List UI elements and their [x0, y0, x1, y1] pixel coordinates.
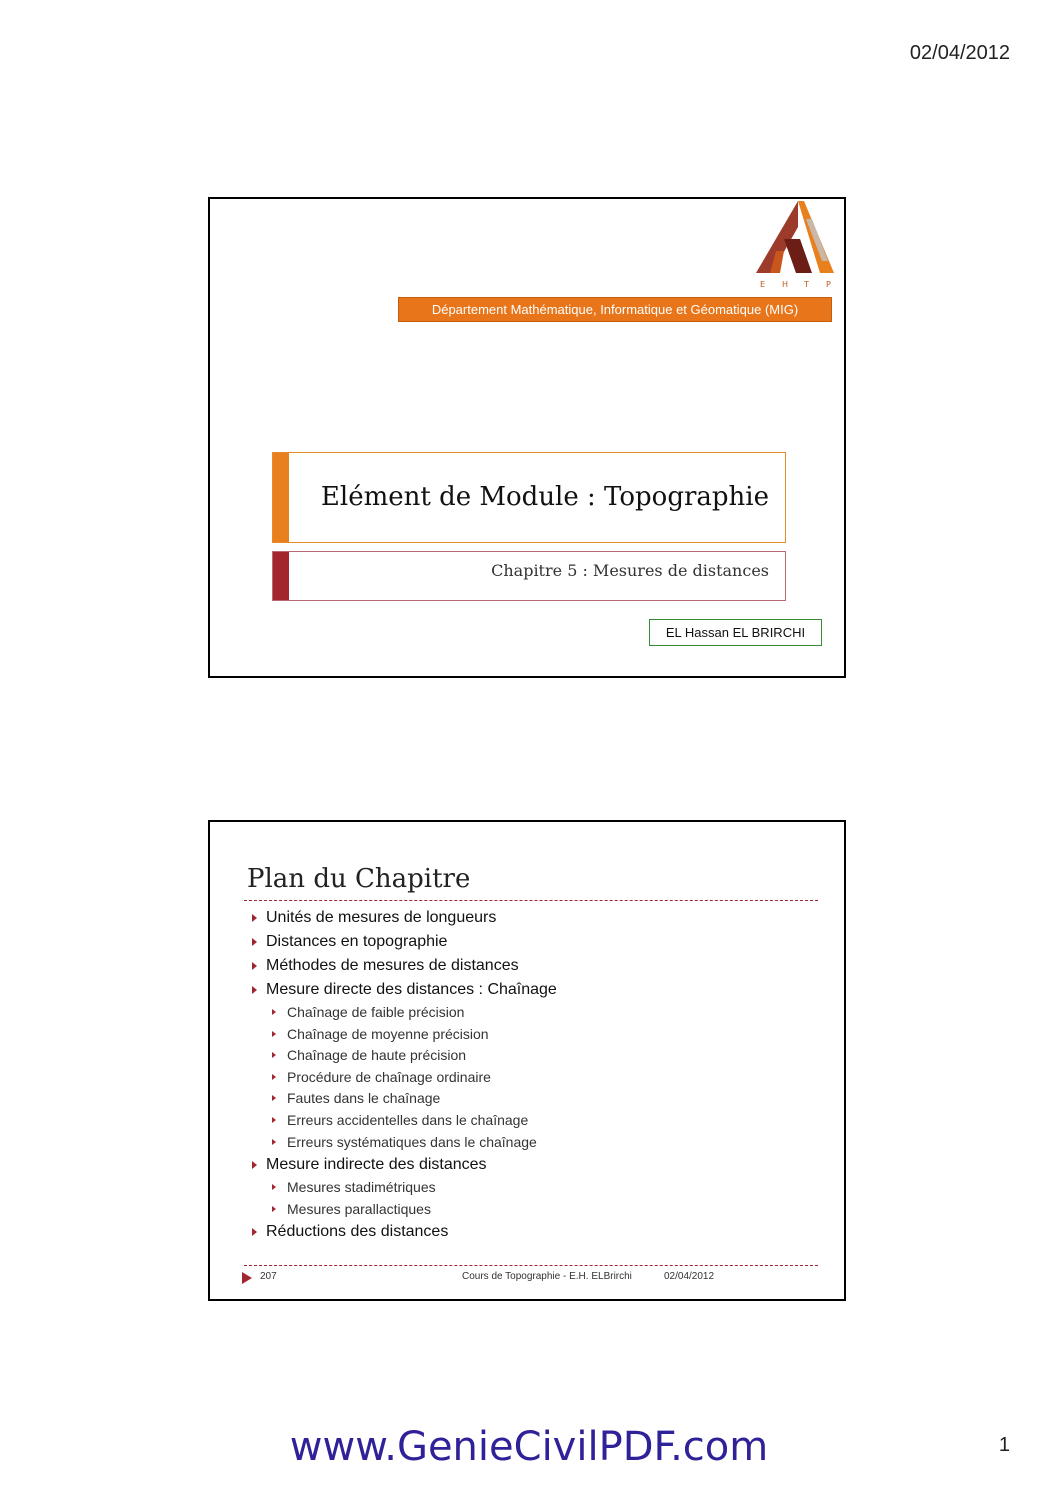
list-item-text: Erreurs accidentelles dans le chaînage — [287, 1111, 529, 1128]
list-item-text: Mesure indirecte des distances — [266, 1156, 487, 1174]
page-number: 1 — [998, 1434, 1010, 1456]
footer-divider — [244, 1265, 818, 1266]
ehtp-logo-icon — [754, 199, 838, 289]
bullet-arrow-icon — [272, 1184, 276, 1190]
logo-letter-e: E — [760, 280, 766, 289]
slide-page-number: 207 — [260, 1271, 277, 1282]
chapter-subtitle: Chapitre 5 : Mesures de distances — [491, 561, 769, 580]
list-item-text: Distances en topographie — [266, 933, 448, 950]
bullet-arrow-icon — [252, 986, 257, 994]
bullet-arrow-icon — [272, 1117, 276, 1123]
bullet-arrow-icon — [272, 1139, 276, 1145]
subtitle-accent-bar — [273, 552, 289, 600]
department-banner: Département Mathématique, Informatique et Géomatique (MIG) — [398, 297, 832, 322]
list-item — [250, 930, 820, 954]
bullet-arrow-icon — [272, 1052, 276, 1058]
list-item-text: Erreurs systématiques dans le chaînage — [287, 1133, 537, 1150]
author-name: EL Hassan EL BRIRCHI — [649, 619, 822, 646]
list-item-text: Chaînage de faible précision — [287, 1004, 465, 1020]
list-item — [250, 1153, 820, 1177]
chapter-subtitle-box — [272, 551, 786, 601]
bullet-arrow-icon — [272, 1095, 276, 1101]
chapter-outline — [250, 906, 820, 1244]
sub-list-item — [250, 1045, 820, 1067]
bullet-arrow-icon — [252, 962, 257, 970]
list-item — [250, 954, 820, 978]
logo-letter-p: P — [826, 280, 831, 289]
title-divider — [244, 900, 818, 901]
sub-list-item — [250, 1002, 820, 1024]
bullet-arrow-icon — [272, 1206, 276, 1212]
list-item-text: Unités de mesures de longueurs — [266, 909, 497, 926]
list-item — [250, 1220, 820, 1244]
list-item-text: Mesure directe des distances : Chaînage — [266, 981, 557, 998]
sub-list-item — [250, 1067, 820, 1089]
footer-arrow-icon — [242, 1272, 252, 1284]
bullet-arrow-icon — [272, 1009, 276, 1015]
sub-list-item — [250, 1088, 820, 1110]
bullet-arrow-icon — [272, 1074, 276, 1080]
logo-letter-t: T — [804, 280, 809, 289]
sub-list-item — [250, 1177, 820, 1199]
module-title-box — [272, 452, 786, 543]
list-item-text: Mesures parallactiques — [287, 1200, 431, 1217]
sub-list-item — [250, 1132, 820, 1154]
bullet-arrow-icon — [252, 1161, 257, 1169]
sub-list-item — [250, 1199, 820, 1221]
sub-list-item — [250, 1110, 820, 1132]
list-item-text: Chaînage de moyenne précision — [287, 1025, 489, 1042]
list-item — [250, 906, 820, 930]
sub-list-item — [250, 1024, 820, 1046]
slide-footer — [240, 1270, 820, 1286]
list-item-text: Réductions des distances — [266, 1223, 449, 1241]
list-item-text: Fautes dans le chaînage — [287, 1090, 441, 1107]
course-name: Cours de Topographie - E.H. ELBrirchi — [462, 1271, 632, 1282]
outline-slide — [208, 820, 846, 1301]
list-item — [250, 978, 820, 1002]
bullet-arrow-icon — [252, 938, 257, 946]
logo-letter-h: H — [782, 280, 789, 289]
list-item-text: Procédure de chaînage ordinaire — [287, 1068, 491, 1085]
list-item-text: Chaînage de haute précision — [287, 1047, 467, 1064]
website-url[interactable]: www.GenieCivilPDF.com — [289, 1424, 769, 1470]
module-title: Elément de Module : Topographie — [320, 482, 769, 512]
bullet-arrow-icon — [272, 1031, 276, 1037]
list-item-text: Méthodes de mesures de distances — [266, 957, 519, 974]
page-date: 02/04/2012 — [909, 42, 1010, 64]
title-accent-bar — [273, 453, 289, 542]
list-item-text: Mesures stadimétriques — [287, 1179, 436, 1196]
slide-date: 02/04/2012 — [664, 1271, 715, 1282]
slide-title: Plan du Chapitre — [247, 864, 471, 894]
bullet-arrow-icon — [252, 914, 257, 922]
bullet-arrow-icon — [252, 1228, 257, 1236]
title-slide — [208, 197, 846, 678]
